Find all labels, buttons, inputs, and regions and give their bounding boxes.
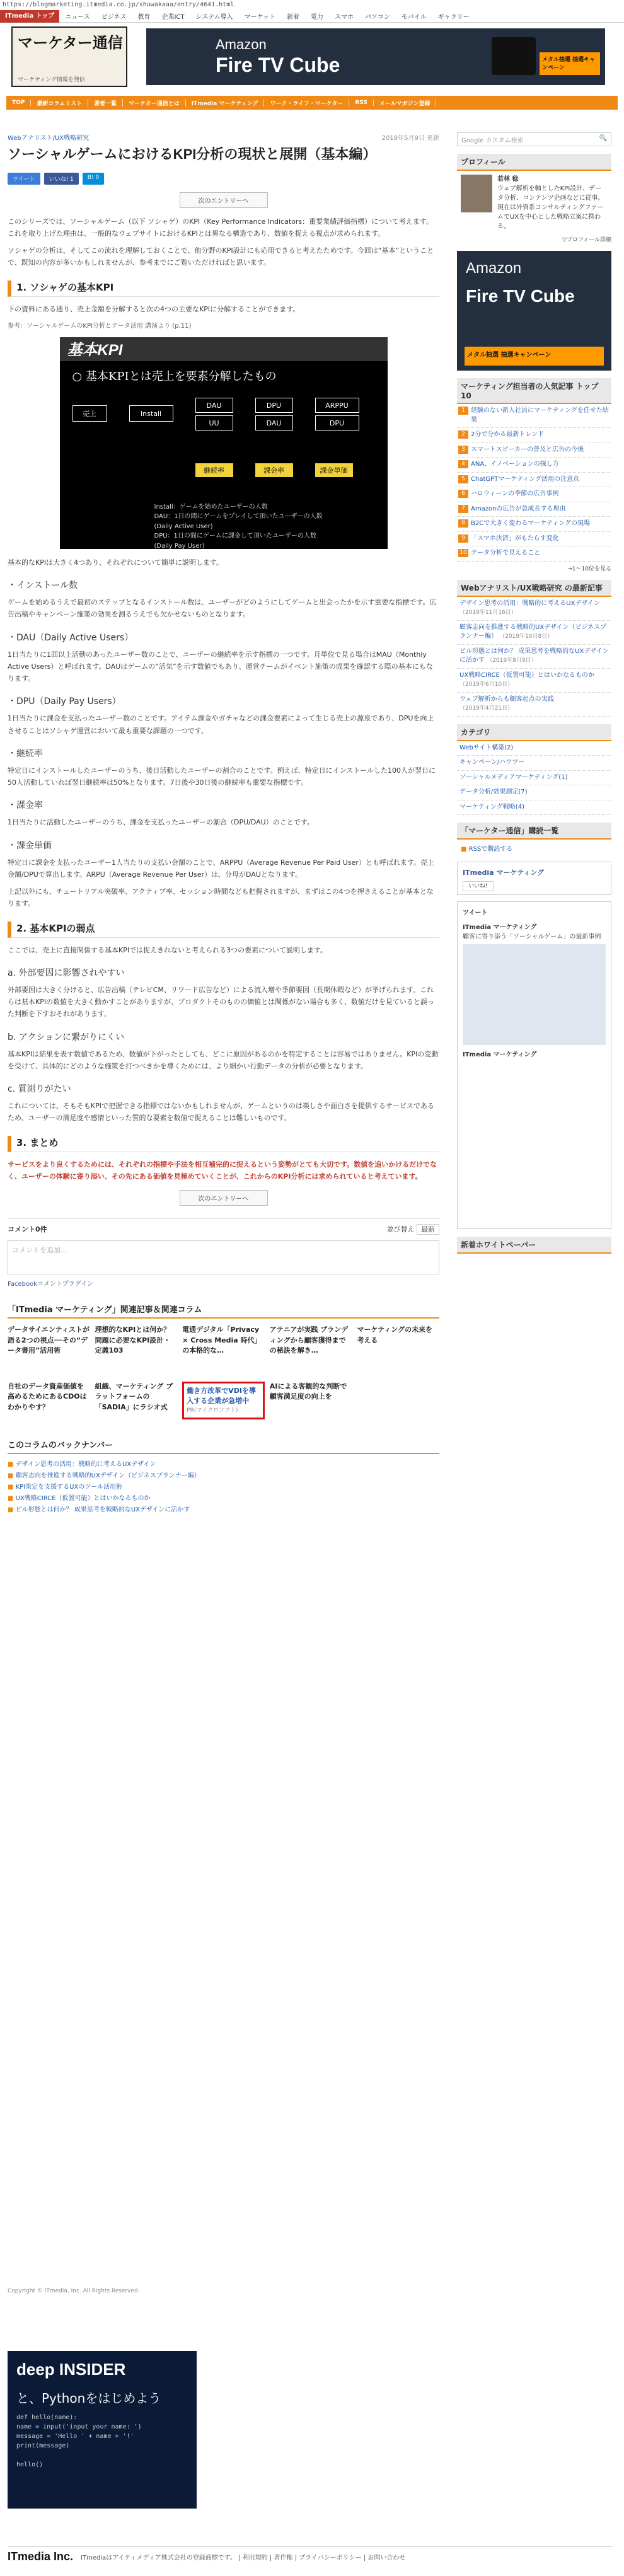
facebook-widget xyxy=(457,862,611,895)
rss-link[interactable]: ■ RSSで購読する xyxy=(461,846,513,853)
related-item[interactable]: データサイエンティストが語る2つの視点──その“データ書用”活用術 xyxy=(8,1326,90,1355)
banner-caption: メタル抽選 抽選キャンペーン xyxy=(540,52,600,75)
tweet-image[interactable] xyxy=(463,944,606,1045)
topnav-link[interactable]: パソコン xyxy=(364,14,390,21)
logo-text: マーケター通信 xyxy=(18,33,123,52)
ranking-item[interactable]: 5 ChatGPTマーケティング活用の注意点 xyxy=(457,473,611,488)
site-footer xyxy=(8,2546,613,2567)
topnav-link[interactable]: ギャラリー xyxy=(437,14,470,21)
latest-item[interactable]: 顧客志向を推進する戦略的UXデザイン（ビジネスプランナー編） （2019年10月8日） xyxy=(457,621,611,645)
banner-text: Amazon Fire TV Cube xyxy=(216,36,340,76)
category-item[interactable]: Webサイト構築(2) xyxy=(457,741,611,756)
slide-question: ○ 基本KPIとは売上を要素分解したもの xyxy=(72,369,277,383)
body-paragraph: 外部要因は大きく分けると、広告出稿（テレビCM、リワード広告など）による流入増や季節要因（長期休暇など）が挙げられます。これらは基本KPIの数値を大きく動かすことがありますが、プロダクトそのものの価値とは関係がない場合も多く、数値だけを見ていると誤った判断を下すおそれがあります。 xyxy=(8,985,434,1019)
section-heading: 3. まとめ xyxy=(8,1136,439,1152)
body-paragraph: 特定日にインストールしたユーザーのうち、後日活動したユーザーの割合のことです。例えば、特定日にインストールした100人が翌日に50人活動していれば翌日継続率は50%となります。7日後や30日後の継続率も重要な指標です。 xyxy=(8,766,436,787)
page-url: https://blogmarketing.itmedia.co.jp/shuwakaaa/entry/4641.html xyxy=(3,1,234,8)
topnav-link[interactable]: モバイル xyxy=(401,14,427,21)
twitter-widget xyxy=(457,901,611,1229)
body-paragraph: 基本KPIは結果を表す数値であるため、数値が下がったとしても、どこに原因があるのかを特定することは容易ではありません。KPIの変動を受けて、具体的にどのような施策を打つべきかを導くためには、より細かい行動データの分析が必要となります。 xyxy=(8,1049,439,1070)
ranking-item[interactable]: 1 経験のない新入社員にマーケティングを任せた結果 xyxy=(457,404,611,428)
category-item[interactable]: マーケティング戦略(4) xyxy=(457,800,611,816)
body-paragraph: 基本的なKPIは大きく4つあり、それぞれについて簡単に説明します。 xyxy=(8,558,223,567)
sort-control[interactable]: 並び替え 最新 xyxy=(387,1224,440,1234)
intro-paragraph: このシリーズでは、ソーシャルゲーム（以下 ソシャゲ）のKPI（Key Performance Indicators：重要業績評価指標）について考えます。これを取り上げた理由は、一般的なウェブサイトにおけるKPIとは異なる構造であり、数値を捉える視点が求められます。 xyxy=(8,217,434,238)
next-entry-button[interactable]: 次のエントリーへ xyxy=(180,192,268,208)
category-link[interactable]: RSS xyxy=(349,100,374,106)
ranking-more-link[interactable]: →1～10位を見る xyxy=(567,565,611,572)
related-grid-row2 xyxy=(8,1382,439,1420)
slide-definitions: Install：ゲームを始めたユーザーの人数 DAU：1日の間にゲームをプレイして頂いたユーザーの人数 (Daily Active User) DPU：1日の間にゲームに課金して頂いたユーザーの人数 (Daily Pay User) xyxy=(154,503,323,550)
category-item[interactable]: データ分析/効果測定(7) xyxy=(457,785,611,800)
ranking-heading: マーケティング担当者の人気記事 トップ10 xyxy=(457,378,611,404)
deep-code: def hello(name): name = input('input your name: ') message = 'Hello ' + name + '!' print(message) hello() xyxy=(16,2414,142,2468)
ranking-item[interactable]: 2 2分で分かる最新トレンド xyxy=(457,428,611,443)
body-paragraph: 下の資料にある通り、売上金額を分解すると次の4つの主要なKPIに分解することができます。 xyxy=(8,304,300,313)
subsection-heading: ・DAU（Daily Active Users） xyxy=(8,632,134,643)
article-kicker[interactable]: Webアナリスト/UX戦略研究 xyxy=(8,135,90,142)
next-entry-button[interactable]: 次のエントリーへ xyxy=(180,1190,268,1206)
topnav-link[interactable]: マーケット xyxy=(244,14,276,21)
ad-product: Fire TV Cube xyxy=(466,286,575,306)
related-heading: 「ITmedia マーケティング」関連記事＆関連コラム xyxy=(8,1303,439,1319)
related-articles xyxy=(8,1303,439,1419)
body-paragraph: 1日当たりに課金を支払ったユーザー数のことです。アイテム課金やガチャなどの課金要素によって生じる売上の源泉であり、DPUを向上させることはソシャゲ運営において最も重要な課題の一つです。 xyxy=(8,714,434,735)
category-list xyxy=(457,741,611,816)
related-item[interactable]: 電通デジタル「Privacy × Cross Media 時代」の本格的な… xyxy=(182,1326,262,1355)
category-link[interactable]: ITmedia マーケティング xyxy=(186,99,265,107)
profile-box xyxy=(457,171,611,235)
category-link[interactable]: 著者一覧 xyxy=(88,99,123,107)
slide-header: 基本KPI xyxy=(60,337,388,361)
share-buttons xyxy=(8,173,439,185)
twitter-heading: ツイート xyxy=(463,910,488,916)
section-heading: 2. 基本KPIの弱点 xyxy=(8,921,439,938)
slide-box-uu: UU xyxy=(195,415,233,430)
comment-input[interactable]: コメントを追加... xyxy=(8,1240,439,1274)
related-item[interactable]: 組織、マーケティング プラットフォームの「SADIA」にラシオ式 xyxy=(95,1382,173,1411)
topnav-link[interactable]: システム導入 xyxy=(195,14,233,21)
subsection-heading: ・課金率 xyxy=(8,800,43,811)
profile-name: 若林 稔 xyxy=(497,176,519,183)
intro-paragraph: ソシャゲの分析は、そしてこの流れを理解しておくことで、他分野のKPI設計にも応用できると考えたためです。今回は“基本”ということで、既知の内容が多いかもしれませんが、参考までにご覧いただければと思います。 xyxy=(8,246,434,267)
backnumber-link[interactable]: ■ UX戦略CIRCE（仮置可能）とはいかなるものか xyxy=(8,1493,439,1505)
slide-box-dpu: DPU xyxy=(255,398,293,413)
facebook-plugin-link[interactable]: Facebookコメントプラグイン xyxy=(8,1281,94,1288)
subsection-heading: b. アクションに繋がりにくい xyxy=(8,1032,125,1043)
body-paragraph: これについては、そもそもKPIで把握できる指標ではないかもしれませんが、ゲームというのは楽しさや面白さを提供するサービスであるため、ユーザーの満足度や感情といった質的な要素を数値で捉えることは難しいものです。 xyxy=(8,1102,434,1123)
backnumber-heading: このコラムのバックナンバー xyxy=(8,1438,439,1454)
sponsored-item[interactable]: 働き方改革でVDIを導入する企業が急増中 PR(マイクロソフト) xyxy=(182,1382,265,1420)
site-logo[interactable] xyxy=(11,26,127,87)
tweet-author[interactable]: ITmedia マーケティング xyxy=(463,924,537,931)
category-link[interactable]: ワーク・ライフ・マーケター xyxy=(264,99,349,107)
topnav-link[interactable]: 教育 xyxy=(137,14,151,21)
like-button[interactable]: いいね! 1 xyxy=(44,173,79,185)
tweet-text: 顧客に寄り添う「ソーシャルゲーム」の最新事例 xyxy=(463,933,601,940)
backnumber-section xyxy=(8,1438,439,1516)
footer-copyright: Copyright © ITmedia, Inc. All Rights Reserved. xyxy=(8,2288,140,2294)
subsection-heading: ・課金単価 xyxy=(8,840,52,851)
category-link[interactable]: 最新コラムリスト xyxy=(31,99,88,107)
related-grid-row1 xyxy=(8,1325,439,1356)
ad-brand: Amazon xyxy=(466,260,522,277)
ranking-list xyxy=(457,404,611,562)
slide-box-sales: 売上 xyxy=(72,405,107,422)
category-link[interactable]: メールマガジン登録 xyxy=(374,99,437,107)
category-bar xyxy=(6,96,618,110)
subsection-heading: ・インストール数 xyxy=(8,580,78,591)
latest-item[interactable]: デザイン思考の活用：戦略的に考えるUXデザイン （2019年11月16日） xyxy=(457,597,611,621)
category-link[interactable]: マーケター通信とは xyxy=(123,99,186,107)
search-icon[interactable]: 🔍 xyxy=(599,135,607,142)
footer-links[interactable]: ITmediaはアイティメディア株式会社の登録商標です。 | 利用規約 | 著作権 | プライバシーポリシー | お問い合わせ xyxy=(81,2555,406,2562)
topnav-link[interactable]: ビジネス xyxy=(101,14,127,21)
article-main xyxy=(8,132,439,1516)
latest-item[interactable]: ビル形態とは何か？ 成果思考を戦略的なUXデザインに活かす （2019年8月9日） xyxy=(457,645,611,669)
brand-header xyxy=(6,23,618,91)
deep-title: deep INSIDER xyxy=(16,2360,126,2379)
sidebar xyxy=(457,132,611,1254)
whitepaper-heading: 新着ホワイトペーパー xyxy=(457,1237,611,1254)
category-link[interactable]: TOP xyxy=(6,100,31,106)
related-item[interactable]: マーケティングの未来を考える xyxy=(357,1326,433,1344)
body-paragraph: ここでは、売上に直接関係する基本KPIでは捉えきれないと考えられる3つの要素について説明します。 xyxy=(8,945,327,954)
ranking-item[interactable]: 10 データ分析で見えること xyxy=(457,546,611,562)
top-banner-ad[interactable] xyxy=(146,28,605,85)
fb-page-name[interactable]: ITmedia マーケティング xyxy=(463,869,545,877)
category-item[interactable]: ソーシャルメディアマーケティング(1) xyxy=(457,771,611,786)
reference-link[interactable]: 参考：ソーシャルゲームのKPI分析とデータ活用 講演より (p.11) xyxy=(8,322,192,330)
body-paragraph: 上記以外にも、チュートリアル突破率、アクティブ率、セッション時間なども把握されますが、まずはこの4つを押さえることが基本となります。 xyxy=(8,887,434,908)
latest-item[interactable]: ウェブ解析からも顧客起点の実践 （2019年4月21日） xyxy=(457,693,611,717)
category-item[interactable]: キャンペーン/ハウツー xyxy=(457,756,611,771)
kpi-slide-image xyxy=(60,337,388,549)
slide-box-arppu: ARPPU xyxy=(315,398,359,413)
latest-item[interactable]: UX戦略CIRCE（仮置可能）とはいかなるものか （2019年6月10日） xyxy=(457,669,611,693)
sidebar-ad[interactable] xyxy=(457,251,611,371)
avatar xyxy=(461,175,492,212)
topnav-home-link[interactable]: ITmedia トップ xyxy=(0,10,59,23)
topnav-link[interactable]: 電力 xyxy=(311,14,324,21)
profile-heading: プロフィール xyxy=(457,154,611,171)
subsection-heading: a. 外部要因に影響されやすい xyxy=(8,967,125,978)
body-paragraph: 1日当たりに活動したユーザーのうち、課金を支払ったユーザーの割合（DPU/DAU）のことです。 xyxy=(8,818,314,827)
ranking-item[interactable]: 8 B2Cで大きく変わるマーケティングの現場 xyxy=(457,517,611,532)
backnumber-link[interactable]: ■ KPI策定を支援するUXのツール活用術 xyxy=(8,1482,439,1493)
backnumber-link[interactable]: ■ 顧客志向を推進する戦略的UXデザイン（ビジネスプランナー編） xyxy=(8,1470,439,1482)
related-item[interactable]: アテニアが実践 ブランディングから顧客獲得までの秘訣を解き… xyxy=(269,1326,349,1355)
hatena-bookmark-button[interactable]: B! 0 xyxy=(83,173,104,185)
slide-box-install: Install xyxy=(129,405,173,422)
slide-box-dau2: DAU xyxy=(255,415,293,430)
backnumber-link[interactable]: ■ デザイン思考の活用：戦略的に考えるUXデザイン xyxy=(8,1459,439,1470)
body-paragraph: 1日当たりに1回以上活動のあったユーザー数のことで、ユーザーの継続率を示す指標の一つです。月単位で見る場合はMAU（Monthly Active Users）と呼ばれます。DAUはゲームの“活気”を示す数値でもあり、運営チームがイベント施策の成果を確認する際の基本にもなります。 xyxy=(8,650,433,683)
topnav-link[interactable]: 企業ICT xyxy=(161,14,185,21)
body-paragraph: ゲームを始めるうえで最初のステップとなるインストール数は、ユーザーがどのようにしてゲームと出会ったかを示す重要な指標です。広告出稿やキャンペーン施策の効果を測るうえでも欠かせないものとなります。 xyxy=(8,598,437,619)
subsection-heading: ・DPU（Daily Pay Users） xyxy=(8,696,121,707)
related-item[interactable]: 理想的なKPIとは何か？ 問題に必要なKPI設計・定義103 xyxy=(95,1326,171,1355)
ranking-item[interactable]: 4 ANA、イノベーションの探し方 xyxy=(457,458,611,473)
slide-label-pay-rate: 課金率 xyxy=(255,463,293,477)
related-item[interactable]: 自社のデータ資産価値を高めるためにあるCDOはわかりやす？ xyxy=(8,1382,87,1411)
topnav-link[interactable]: スマホ xyxy=(335,14,354,21)
topnav-link[interactable]: ニュース xyxy=(65,14,90,21)
fb-like-button[interactable]: いいね! xyxy=(463,881,494,891)
ad-caption: メタル抽選 抽選キャンペーン xyxy=(465,347,604,366)
ranking-item[interactable]: 6 ハロウィーンの季節の広告事例 xyxy=(457,487,611,502)
subsection-heading: c. 質測りがたい xyxy=(8,1084,71,1095)
topnav-link[interactable]: 新着 xyxy=(287,14,300,21)
slide-box-dpu2: DPU xyxy=(315,415,359,430)
article-date: 2018年5月9日 更新 xyxy=(381,135,439,142)
product-image xyxy=(492,37,536,75)
search-input[interactable]: Google カスタム検索 🔍 xyxy=(457,132,611,146)
related-item[interactable]: AIによる客観的な判断で顧客満足度の向上を xyxy=(269,1382,347,1401)
article-title: ソーシャルゲームにおけるKPI分析の現状と展開（基本編） xyxy=(8,146,377,162)
summary-paragraph: サービスをより良くするためには、それぞれの指標や手法を相互補完的に捉えるという姿勢がとても大切です。数値を追いかけるだけでなく、ユーザーの体験に寄り添い、その先にある価値を見極めていくことが、これからのKPI分析には求められていると考えています。 xyxy=(8,1160,437,1181)
profile-text: ウェブ解析を軸としたKPI設計、データ分析、コンテンツ企画などに従事。現在は外資系コンサルティングファームでUXを中心とした戦略立案に携わる。 xyxy=(497,185,604,230)
slide-label-retention: 継続率 xyxy=(195,463,233,477)
backnumber-link[interactable]: ■ ビル形態とは何か？ 成果思考を戦略的なUXデザインに活かす xyxy=(8,1505,439,1516)
slide-box-dau: DAU xyxy=(195,398,233,413)
latest-list xyxy=(457,597,611,717)
comments-count: コメント0件 xyxy=(8,1225,47,1234)
ranking-item[interactable]: 7 Amazonの広告が急成長する理由 xyxy=(457,502,611,517)
tweet-button[interactable]: ツイート xyxy=(8,173,40,185)
section-heading: 1. ソシャゲの基本KPI xyxy=(8,280,439,297)
rss-icon: ■ xyxy=(461,846,467,853)
latest-heading: Webアナリスト/UX戦略研究 の最新記事 xyxy=(457,580,611,597)
slide-label-unit-price: 課金単価 xyxy=(315,463,353,477)
top-navigation xyxy=(0,10,624,23)
tweet-author[interactable]: ITmedia マーケティング xyxy=(463,1051,537,1058)
logo-subtext: マーケティング情報を発信 xyxy=(18,77,85,83)
subsection-heading: ・継続率 xyxy=(8,748,43,759)
category-heading: カテゴリ xyxy=(457,724,611,741)
body-paragraph: 特定日に課金を支払ったユーザー1人当たりの支払い金額のことで、ARPPU（Average Revenue Per Paid User）とも呼ばれます。売上金額/DPUで算出します。ARPU（Average Revenue Per User）は、分母がDAUとなります。 xyxy=(8,858,434,879)
comments-section xyxy=(8,1218,439,1288)
profile-link[interactable]: ▽プロフィール詳細 xyxy=(562,237,611,243)
itmedia-logo[interactable]: ITmedia Inc. xyxy=(8,2550,74,2563)
ranking-item[interactable]: 9 「スマホ決済」がもたらす変化 xyxy=(457,532,611,547)
deep-insider-ad[interactable] xyxy=(8,2351,197,2509)
deep-subtitle: と、Pythonをはじめよう xyxy=(16,2391,161,2406)
rss-heading: 「マーケター通信」購読一覧 xyxy=(457,823,611,840)
ranking-item[interactable]: 3 スマートスピーカーの普及と広告の今後 xyxy=(457,443,611,458)
